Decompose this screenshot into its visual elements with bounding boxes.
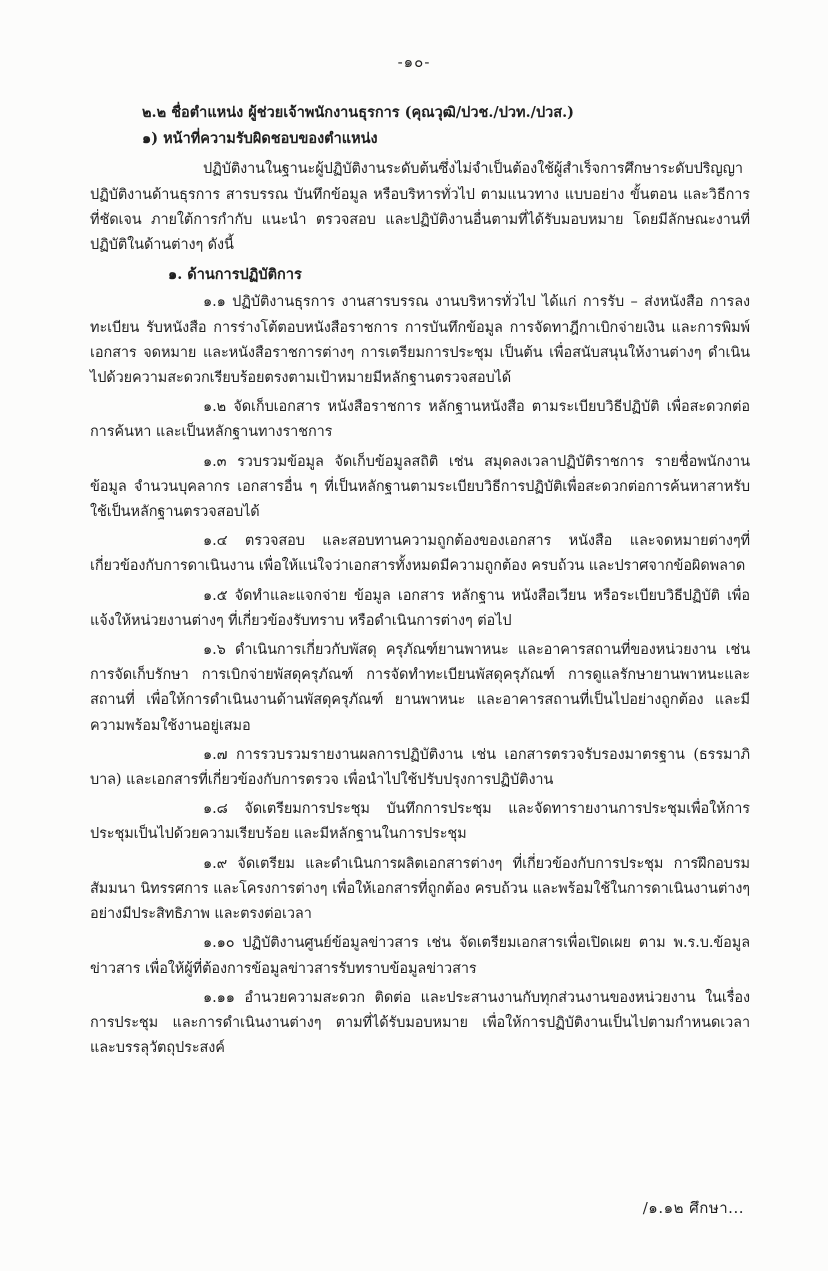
- duty-item-1-9: ๑.๙ จัดเตรียม และดำเนินการผลิตเอกสารต่างๆ ที่เกี่ยวข้องกับการประชุม การฝึกอบรมสัมมนา นิทรรศการ และโครงการต่างๆ เพื่อให้เอกสารที่ถูกต้อง ครบถ้วน และพร้อมใช้ในการดาเนินงานต่างๆ อย่างมีประสิทธิภาพ และตรงต่อเวลา: [90, 855, 750, 923]
- duty-item-1-6: ๑.๖ ดำเนินการเกี่ยวกับพัสดุ ครุภัณฑ์ยานพาหนะ และอาคารสถานที่ของหน่วยงาน เช่น การจัดเก็บรักษา การเบิกจ่ายพัสดุครุภัณฑ์ การจัดทำทะเบียนพัสดุครุภัณฑ์ การดูแลรักษายานพาหนะและสถานที่ เพื่อให้การดำเนินงานด้านพัสดุครุภัณฑ์ ยานพาหนะ และอาคารสถานที่เป็นไปอย่างถูกต้อง และมีความพร้อมใช้งานอยู่เสมอ: [90, 642, 750, 734]
- page-number: -๑๐-: [397, 53, 431, 71]
- duties-heading: ๑) หน้าที่ความรับผิดชอบของตำแหน่ง: [142, 130, 378, 148]
- duty-item-1-11: ๑.๑๑ อำนวยความสะดวก ติดต่อ และประสานงานกับทุกส่วนงานของหน่วยงาน ในเรื่องการประชุม และการดำเนินงานต่างๆ ตามที่ได้รับมอบหมาย เพื่อให้การปฏิบัติงานเป็นไปตามกำหนดเวลา และบรรลุวัตถุประสงค์: [90, 989, 750, 1057]
- section-heading: ๑. ด้านการปฏิบัติการ: [168, 266, 302, 284]
- position-heading: ๒.๒ ชื่อตำแหน่ง ผู้ช่วยเจ้าพนักงานธุรการ (คุณวุฒิ/ปวช./ปวท./ปวส.): [142, 104, 575, 121]
- duty-item-1-3: ๑.๓ รวบรวมข้อมูล จัดเก็บข้อมูลสถิติ เช่น สมุดลงเวลาปฏิบัติราชการ รายชื่อพนักงานข้อมูล จำนวนบุคลากร เอกสารอื่น ๆ ที่เป็นหลักฐานตามระเบียบวิธีการปฏิบัติเพื่อสะดวกต่อการค้นหาสาหรับใช้เป็นหลักฐานตรวจสอบได้: [90, 453, 750, 521]
- intro-paragraph: ปฏิบัติงานในฐานะผู้ปฏิบัติงานระดับต้นซึ่งไม่จำเป็นต้องใช้ผู้สำเร็จการศึกษาระดับปริญญา ปฏิบัติงานด้านธุรการ สารบรรณ บันทึกข้อมูล หรือบริหารทั่วไป ตามแนวทาง แบบอย่าง ขั้นตอน และวิธีการที่ชัดเจน ภายใต้การกำกับ แนะนำ ตรวจสอบ และปฏิบัติงานอื่นตามที่ได้รับมอบหมาย โดยมีลักษณะงานที่ปฏิบัติในด้านต่างๆ ดังนี้: [90, 161, 750, 254]
- duty-item-1-7: ๑.๗ การรวบรวมรายงานผลการปฏิบัติงาน เช่น เอกสารตรวจรับรองมาตรฐาน (ธรรมาภิบาล) และเอกสารที่เกี่ยวข้องกับการตรวจ เพื่อนำไปใช้ปรับปรุงการปฏิบัติงาน: [90, 746, 750, 789]
- continuation-note: /๑.๑๒ ศึกษา...: [642, 1199, 744, 1217]
- duty-item-1-2: ๑.๒ จัดเก็บเอกสาร หนังสือราชการ หลักฐานหนังสือ ตามระเบียบวิธีปฏิบัติ เพื่อสะดวกต่อการค้นหา และเป็นหลักฐานทางราชการ: [90, 399, 750, 441]
- duty-item-1-8: ๑.๘ จัดเตรียมการประชุม บันทึกการประชุม และจัดทารายงานการประชุมเพื่อให้การประชุมเป็นไปด้วยความเรียบร้อย และมีหลักฐานในการประชุม: [90, 801, 750, 843]
- page-content: [90, 100, 750, 1065]
- duty-item-1-5: ๑.๕ จัดทำและแจกจ่าย ข้อมูล เอกสาร หลักฐาน หนังสือเวียน หรือระเบียบวิธีปฏิบัติ เพื่อแจ้งให้หน่วยงานต่างๆ ที่เกี่ยวข้องรับทราบ หรือดำเนินการต่างๆ ต่อไป: [90, 587, 750, 629]
- duty-item-1-4: ๑.๔ ตรวจสอบ และสอบทานความถูกต้องของเอกสาร หนังสือ และจดหมายต่างๆที่เกี่ยวข้องกับการดาเนินงาน เพื่อให้แน่ใจว่าเอกสารทั้งหมดมีความถูกต้อง ครบถ้วน และปราศจากข้อผิดพลาด: [90, 533, 750, 575]
- duty-item-1-10: ๑.๑๐ ปฏิบัติงานศูนย์ข้อมูลข่าวสาร เช่น จัดเตรียมเอกสารเพื่อเปิดเผย ตาม พ.ร.บ.ข้อมูลข่าวสาร เพื่อให้ผู้ที่ต้องการข้อมูลข่าวสารรับทราบข้อมูลข่าวสาร: [90, 935, 750, 977]
- duty-item-1-1: ๑.๑ ปฏิบัติงานธุรการ งานสารบรรณ งานบริหารทั่วไป ได้แก่ การรับ – ส่งหนังสือ การลงทะเบียน รับหนังสือ การร่างโต้ตอบหนังสือราชการ การบันทึกข้อมูล การจัดทาฎีกาเบิกจ่ายเงิน และการพิมพ์เอกสาร จดหมาย และหนังสือราชการต่างๆ การเตรียมการประชุม เป็นต้น เพื่อสนับสนุนให้งานต่างๆ ดำเนินไปด้วยความสะดวกเรียบร้อยตรงตามเป้าหมายมีหลักฐานตรวจสอบได้: [90, 294, 750, 387]
